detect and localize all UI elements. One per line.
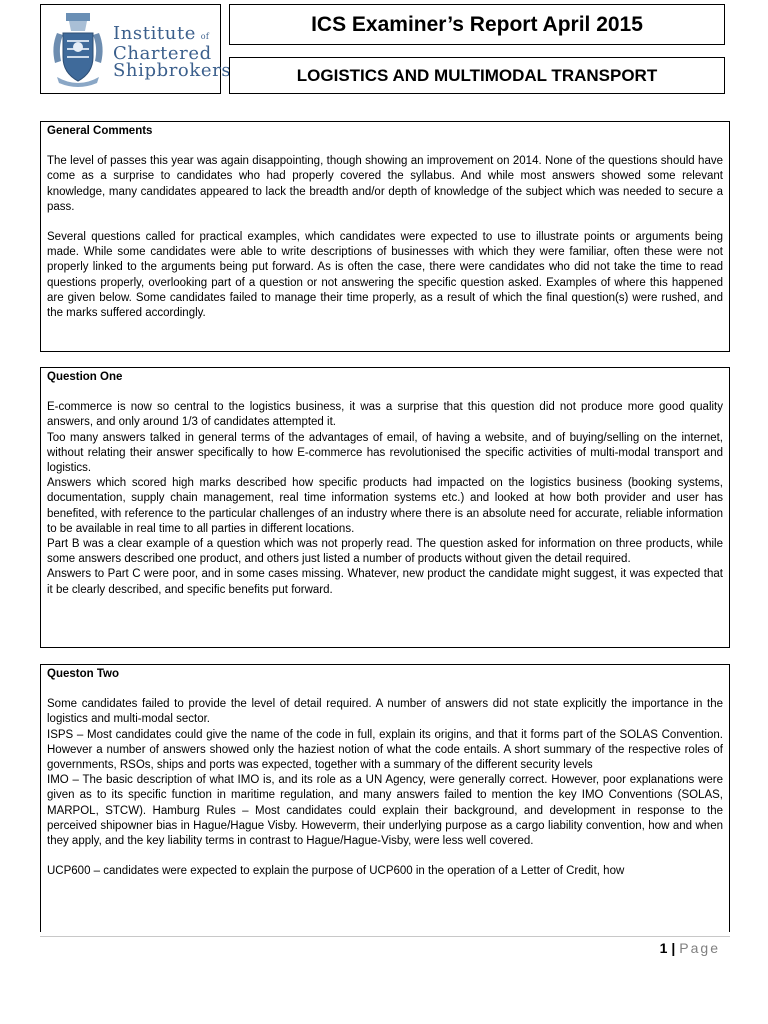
paragraph: Too many answers talked in general terms of the advantages of email, of having a website, and of buying/selling on the internet, without relating their answer specifically to how E-commerce has revolutionised the specific activities of multi-modal transport and logistics. <box>47 431 723 475</box>
crest-icon <box>49 11 107 89</box>
report-title: ICS Examiner’s Report April 2015 <box>229 4 725 45</box>
paragraph: IMO – The basic description of what IMO is, and its role as a UN Agency, were generally correct. However, poor explanations were given as to its specific function in maritime regulation, and many answers failed to mention the key IMO Conventions (SOLAS, MARPOL, STCW). Hamburg Rules – Most candidates could explain their background, and development in response to the perceived shipowner bias in Hague/Hague Visby. Howeverm, their underlying purpose as a cargo liability convention, how and when they apply, and the key liability terms in contrast to Hague/Hague-Visby, were less well covered. <box>47 774 723 848</box>
paragraph: Several questions called for practical examples, which candidates were expected to use to illustrate points or arguments being made. While some candidates were able to write descriptions of businesses with which they were familiar, often these were not properly linked to the arguments being put forward. As is often the case, there were candidates who did not take the time to read questions properly, overlooking part of a question or not answering the specific question asked. Examples of where this happened are given below. Some candidates failed to manage their time properly, as a result of which the final question(s) were rushed, and the marks suffered accordingly. <box>47 231 723 320</box>
paragraph: Answers which scored high marks described how specific products had impacted on the logistics business (booking systems, documentation, supply chain management, real time information systems etc.) and looked at how both provider and user has benefited, with reference to the particular challenges of an industry where there is an absolute need for accurate, reliable information to be available in real time to all parties in different locations. <box>47 477 723 535</box>
paragraph: UCP600 – candidates were expected to explain the purpose of UCP600 in the operation of a Letter of Credit, how <box>47 865 625 878</box>
paragraph: The level of passes this year was again disappointing, though showing an improvement on 2014. None of the questions should have come as a surprise to candidates who had properly covered the syllabus. And while most answers showed some relevant knowledge, many candidates appeared to lack the breadth and/or depth of knowledge of the subject which was needed to secure a pass. <box>47 155 723 213</box>
logo-line1: Institute <box>113 23 197 44</box>
paragraph: Some candidates failed to provide the level of detail required. A number of answers did not state explicitly the importance in the logistics and multi-modal sector. <box>47 698 723 726</box>
page-separator: | <box>671 940 676 956</box>
logo-line1-suffix: of <box>200 32 210 41</box>
paragraph: E-commerce is now so central to the logistics business, it was a surprise that this question did not produce more good quality answers, and only around 1/3 of candidates attempted it. <box>47 401 723 429</box>
page-label: Page <box>679 940 720 956</box>
paragraph: Answers to Part C were poor, and in some cases missing. Whatever, new product the candidate might suggest, it was expected that it be clearly described, and specific benefits put forward. <box>47 568 723 596</box>
question-one-section <box>40 367 730 648</box>
section-heading: General Comments <box>47 125 153 137</box>
paragraph: Part B was a clear example of a question which was not properly read. The question asked for information on three products, while some answers described one product, and others just listed a number of products without given the detail required. <box>47 538 723 566</box>
ics-logo <box>40 4 232 94</box>
section-heading: Queston Two <box>47 668 119 680</box>
page-number <box>660 940 720 956</box>
paragraph: ISPS – Most candidates could give the name of the code in full, explain its origins, and that it forms part of the SOLAS Convention. However a number of answers showed only the haziest notion of what the code entails. A short summary of the respective roles of governments, RSOs, ships and ports was expected, together with a summary of the different security levels <box>47 728 723 772</box>
logo-line3: Shipbrokers <box>113 60 232 81</box>
footer-divider <box>40 936 730 937</box>
general-comments-section <box>40 121 730 352</box>
subject-title: LOGISTICS AND MULTIMODAL TRANSPORT <box>229 57 725 94</box>
page-number-value: 1 <box>659 940 668 956</box>
question-two-section <box>40 664 730 932</box>
logo-line2: Chartered <box>113 43 212 64</box>
section-heading: Question One <box>47 371 123 383</box>
logo-wordmark <box>113 25 231 79</box>
